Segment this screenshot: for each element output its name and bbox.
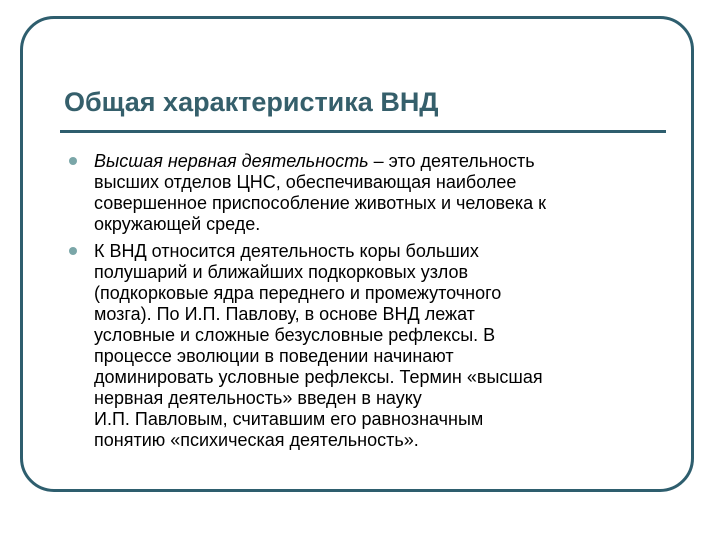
bullet-item-composition [68,241,668,451]
bullet-line: понятию «психическая деятельность». [94,430,419,450]
bullet-line: мозга). По И.П. Павлову, в основе ВНД лежат [94,304,475,324]
bullet-line: И.П. Павловым, считавшим его равнозначным [94,409,484,429]
slide-title: Общая характеристика ВНД [64,87,439,117]
bullet-line: высших отделов ЦНС, обеспечивающая наиболее [94,172,517,192]
bullet-line: условные и сложные безусловные рефлексы. В [94,325,496,345]
bullet-list [68,151,668,457]
bullet-line: процессе эволюции в поведении начинают [94,346,454,366]
bullet-line: доминировать условные рефлексы. Термин «высшая [94,367,543,387]
bullet-line: (подкорковые ядра переднего и промежуточного [94,283,502,303]
bullet-item-definition [68,151,668,235]
bullet-line: полушарий и ближайших подкорковых узлов [94,262,469,282]
bullet-line: окружающей среде. [94,214,261,234]
bullet-line: совершенное приспособление животных и человека к [94,193,547,213]
term-italic: Высшая нервная деятельность [94,151,369,171]
definition-text: – это деятельность [368,151,535,171]
bullet-icon [69,157,77,165]
bullet-line [94,151,668,172]
title-divider [60,130,666,133]
bullet-line: нервная деятельность» введен в науку [94,388,422,408]
bullet-icon [69,247,77,255]
bullet-line: К ВНД относится деятельность коры больших [94,241,479,261]
